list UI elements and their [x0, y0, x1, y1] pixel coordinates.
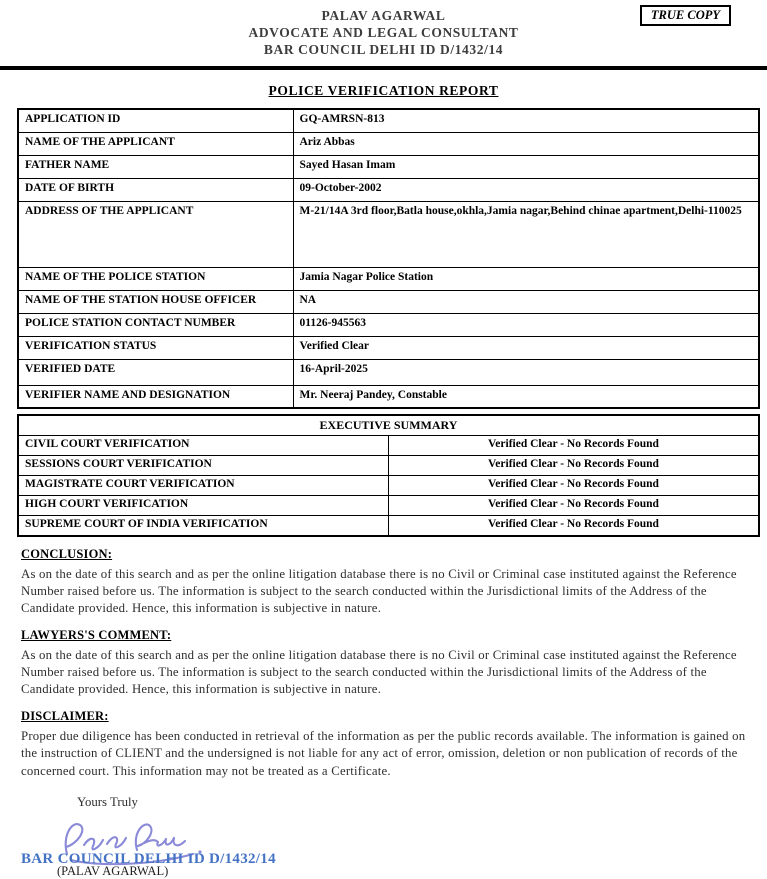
row-label: MAGISTRATE COURT VERIFICATION	[18, 476, 389, 496]
lawyers-comment-heading: LAWYERS'S COMMENT:	[21, 628, 756, 643]
row-civil-court	[18, 436, 759, 456]
row-value: Mr. Neeraj Pandey, Constable	[293, 385, 759, 408]
row-label: NAME OF THE STATION HOUSE OFFICER	[18, 290, 293, 313]
header-divider	[0, 66, 767, 70]
true-copy-stamp: TRUE COPY	[640, 5, 731, 26]
lawyers-comment-body: As on the date of this search and as per the online litigation database there is no Civil or Criminal case instituted against the Reference Number raised before us. The information is subject to the search conducted within the Jurisdictional limits of the Address of the Candidate provided. Hence, this information is subjective in nature.	[21, 647, 756, 699]
row-value: M-21/14A 3rd floor,Batla house,okhla,Jamia nagar,Behind chinae apartment,Delhi-110025	[293, 201, 759, 267]
text-sections	[21, 547, 756, 879]
row-label: VERIFIED DATE	[18, 359, 293, 385]
row-sessions-court	[18, 456, 759, 476]
row-supreme-court	[18, 516, 759, 536]
row-label: VERIFICATION STATUS	[18, 336, 293, 359]
row-value: Verified Clear - No Records Found	[389, 456, 760, 476]
row-label: NAME OF THE APPLICANT	[18, 132, 293, 155]
row-police-station	[18, 267, 759, 290]
row-value: Verified Clear - No Records Found	[389, 496, 760, 516]
row-value: Verified Clear - No Records Found	[389, 476, 760, 496]
row-value: GQ-AMRSN-813	[293, 109, 759, 132]
conclusion-body: As on the date of this search and as per the online litigation database there is no Civil or Criminal case instituted against the Reference Number raised before us. The information is subject to the search conducted within the Jurisdictional limits of the Address of the Candidate provided. Hence, this information is subjective in nature.	[21, 566, 756, 618]
summary-title-row	[18, 415, 759, 436]
row-value: Verified Clear	[293, 336, 759, 359]
row-address	[18, 201, 759, 267]
conclusion-heading: CONCLUSION:	[21, 547, 756, 562]
row-verifier-name	[18, 385, 759, 408]
row-label: POLICE STATION CONTACT NUMBER	[18, 313, 293, 336]
row-application-id	[18, 109, 759, 132]
row-label: APPLICATION ID	[18, 109, 293, 132]
row-label: SUPREME COURT OF INDIA VERIFICATION	[18, 516, 389, 536]
row-station-house-officer	[18, 290, 759, 313]
row-value: Verified Clear - No Records Found	[389, 436, 760, 456]
lawyers-comment-section	[21, 628, 756, 699]
row-value: NA	[293, 290, 759, 313]
row-magistrate-court	[18, 476, 759, 496]
row-value: 01126-945563	[293, 313, 759, 336]
executive-summary-table	[17, 414, 760, 537]
row-label: NAME OF THE POLICE STATION	[18, 267, 293, 290]
row-label: ADDRESS OF THE APPLICANT	[18, 201, 293, 267]
row-label: CIVIL COURT VERIFICATION	[18, 436, 389, 456]
row-value: 16-April-2025	[293, 359, 759, 385]
disclaimer-heading: DISCLAIMER:	[21, 709, 756, 724]
row-date-of-birth	[18, 178, 759, 201]
advocate-name: PALAV AGARWAL	[0, 7, 767, 24]
advocate-profession: ADVOCATE AND LEGAL CONSULTANT	[0, 24, 767, 41]
bar-council-footer: BAR COUNCIL DELHI ID D/1432/14	[21, 851, 276, 868]
row-high-court	[18, 496, 759, 516]
row-value: Sayed Hasan Imam	[293, 155, 759, 178]
applicant-details-table	[17, 108, 760, 409]
row-verified-date	[18, 359, 759, 385]
row-value: Verified Clear - No Records Found	[389, 516, 760, 536]
row-father-name	[18, 155, 759, 178]
row-verification-status	[18, 336, 759, 359]
row-applicant-name	[18, 132, 759, 155]
row-value: Ariz Abbas	[293, 132, 759, 155]
row-label: DATE OF BIRTH	[18, 178, 293, 201]
row-value: Jamia Nagar Police Station	[293, 267, 759, 290]
report-title: POLICE VERIFICATION REPORT	[0, 83, 767, 99]
row-police-contact	[18, 313, 759, 336]
summary-title: EXECUTIVE SUMMARY	[18, 415, 759, 436]
closing-text: Yours Truly	[77, 795, 756, 810]
row-value: 09-October-2002	[293, 178, 759, 201]
bar-council-id: BAR COUNCIL DELHI ID D/1432/14	[0, 41, 767, 58]
row-label: SESSIONS COURT VERIFICATION	[18, 456, 389, 476]
conclusion-section	[21, 547, 756, 618]
row-label: FATHER NAME	[18, 155, 293, 178]
disclaimer-body: Proper due diligence has been conducted in retrieval of the information as per the public records available. The information is gained on the instruction of CLIENT and the undersigned is not liable for any act of error, omission, deletion or non publication of records of the concerned court. This information may not be treated as a Certificate.	[21, 728, 756, 780]
row-label: HIGH COURT VERIFICATION	[18, 496, 389, 516]
disclaimer-section	[21, 709, 756, 780]
signatory-name: (PALAV AGARWAL)	[57, 864, 756, 879]
row-label: VERIFIER NAME AND DESIGNATION	[18, 385, 293, 408]
